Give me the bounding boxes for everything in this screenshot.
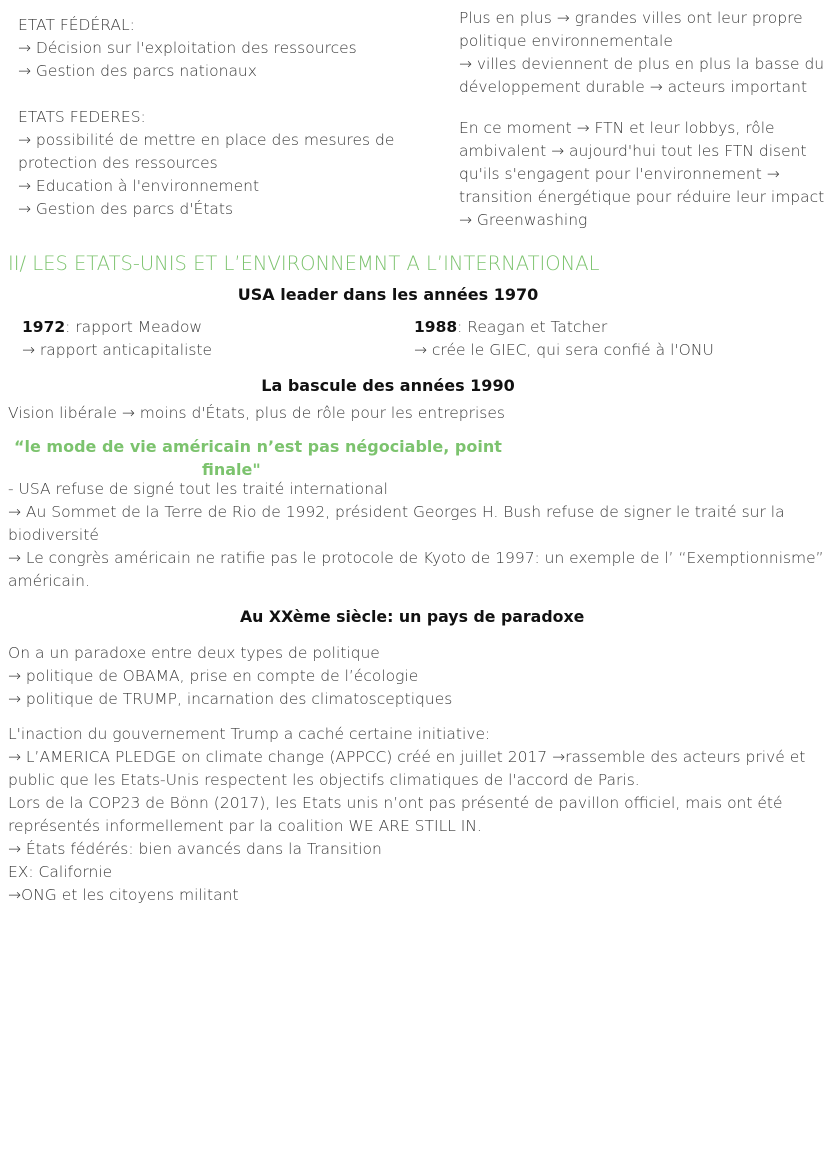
federes-line: → Gestion des parcs d'États — [18, 200, 234, 218]
federal-title: ETAT FÉDÉRAL: — [18, 16, 135, 34]
right-block2-line: ambivalent → aujourd'hui tout les FTN disent — [459, 142, 807, 160]
right-block2-line: En ce moment → FTN et leur lobbys, rôle — [459, 119, 775, 137]
leader-right-line — [414, 316, 607, 339]
vision-line: Vision libérale → moins d'États, plus de rôle pour les entreprises — [8, 404, 505, 422]
right-block1-line: Plus en plus → grandes villes ont leur propre — [459, 9, 803, 27]
paradoxe-line: public que les Etats-Unis respectent les objectifs climatiques de l'accord de Paris. — [8, 771, 640, 789]
leader-left-line2: → rapport anticapitaliste — [22, 341, 213, 359]
paradoxe-line: → États fédérés: bien avancés dans la Transition — [8, 840, 382, 858]
paradoxe-line: →ONG et les citoyens militant — [8, 886, 239, 904]
paradoxe-line: On a un paradoxe entre deux types de politique — [8, 644, 380, 662]
bascule-line: biodiversité — [8, 526, 99, 544]
leader-left-line — [22, 316, 202, 339]
quote-line: finale" — [202, 460, 261, 479]
federes-title: ETATS FEDERES: — [18, 108, 146, 126]
paradoxe-heading: Au XXème siècle: un pays de paradoxe — [239, 607, 585, 626]
section-title: II/ LES ETATS-UNIS ET L’ENVIRONNEMNT A L’INTERNATIONAL — [8, 252, 600, 275]
federes-line: → Education à l'environnement — [18, 177, 260, 195]
quote-line: “le mode de vie américain n’est pas négociable, point — [14, 437, 502, 456]
right-block2-line: → Greenwashing — [459, 211, 588, 229]
year-1972: 1972 — [22, 318, 66, 336]
leader-right-text: : Reagan et Tatcher — [457, 318, 608, 336]
right-block2-line: transition énergétique pour réduire leur impact — [459, 188, 825, 206]
bascule-heading: La bascule des années 1990 — [261, 376, 515, 395]
leader-heading: USA leader dans les années 1970 — [237, 285, 539, 304]
paradoxe-line: EX: Californie — [8, 863, 113, 881]
federes-line: protection des ressources — [18, 154, 218, 172]
leader-right-line2: → crée le GIEC, qui sera confié à l'ONU — [414, 341, 714, 359]
year-1988: 1988 — [414, 318, 458, 336]
paradoxe-line: Lors de la COP23 de Bönn (2017), les Etats unis n’ont pas présenté de pavillon officiel, mais ont été — [8, 794, 783, 812]
paradoxe-line: L'inaction du gouvernement Trump a caché certaine initiative: — [8, 725, 491, 743]
paradoxe-line: → politique de TRUMP, incarnation des climatosceptiques — [8, 690, 453, 708]
right-block1-line: → villes deviennent de plus en plus la basse du — [459, 55, 825, 73]
bascule-line: → Le congrès américain ne ratifie pas le protocole de Kyoto de 1997: un exemple de l’ “Exemptionnisme” — [8, 549, 824, 567]
federes-line: → possibilité de mettre en place des mesures de — [18, 131, 395, 149]
right-block1-line: politique environnementale — [459, 32, 673, 50]
bascule-line: → Au Sommet de la Terre de Rio de 1992, président Georges H. Bush refuse de signer le traité sur la — [8, 503, 785, 521]
leader-left-text: : rapport Meadow — [65, 318, 203, 336]
right-block2-line: qu'ils s'engagent pour l'environnement → — [459, 165, 780, 183]
federal-item: → Décision sur l'exploitation des ressources — [18, 39, 357, 57]
bascule-line: - USA refuse de signé tout les traité international — [8, 480, 388, 498]
paradoxe-line: → L’AMERICA PLEDGE on climate change (APPCC) créé en juillet 2017 →rassemble des acteurs privé et — [8, 748, 806, 766]
federal-item: → Gestion des parcs nationaux — [18, 62, 257, 80]
paradoxe-line: représentés informellement par la coalition WE ARE STILL IN. — [8, 817, 482, 835]
bascule-line: américain. — [8, 572, 90, 590]
paradoxe-line: → politique de OBAMA, prise en compte de l’écologie — [8, 667, 419, 685]
right-block1-line: développement durable → acteurs important — [459, 78, 808, 96]
